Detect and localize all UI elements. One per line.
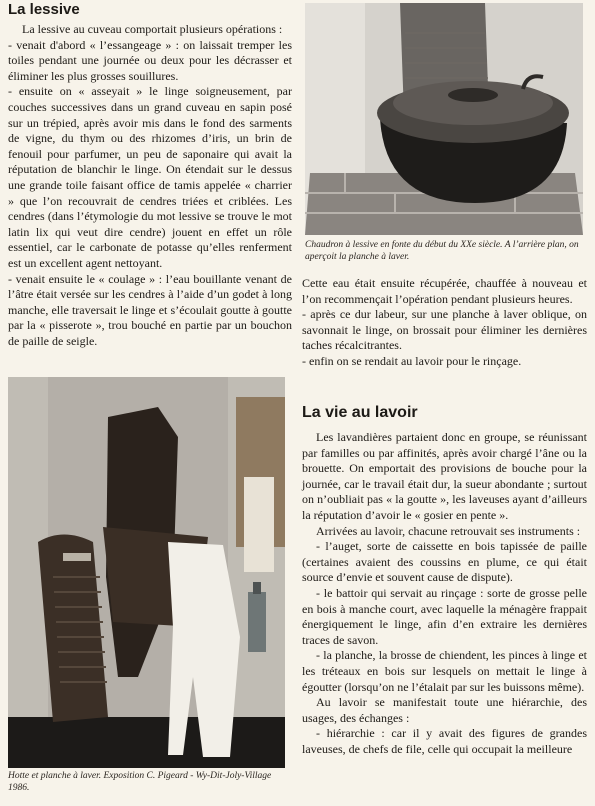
photo-hotte-planche-image xyxy=(8,377,285,768)
la-vie-au-lavoir-text xyxy=(302,430,587,757)
paragraph: Arrivées au lavoir, chacune retrouvait ses instruments : xyxy=(316,523,581,538)
left-column xyxy=(8,0,292,349)
paragraph: - le battoir qui servait au rinçage : sorte de grosse pelle en bois à manche court, avec laquelle la ménagère frappait énergiquement le linge, afin d’en extraire les dernières traces de savon. xyxy=(302,585,587,647)
paragraph: - la planche, la brosse de chiendent, les pinces à linge et les tréteaux en bois sur lesquels on mettait le linge à égoutter (lorsqu’on ne l’étalait par sur les buissons même). xyxy=(302,648,587,694)
paragraph: - enfin on se rendait au lavoir pour le rinçage. xyxy=(302,353,522,368)
photo-hotte-planche xyxy=(8,377,285,768)
photo-chaudron xyxy=(305,3,583,235)
paragraph: - hiérarchie : car il y avait des figures de grandes laveuses, de chefs de file, celle qui occupait la meilleure xyxy=(302,726,587,756)
caption-left-photo: Hotte et planche à laver. Exposition C. Pigeard - Wy-Dit-Joly-Village 1986. xyxy=(8,771,272,793)
paragraph: - venait d'abord « l’essangeage » : on laissait tremper les toiles pendant une journée ou deux pour les décrasser et éliminer les plus grosses souillures. xyxy=(8,37,292,83)
paragraph: - venait ensuite le « coulage » : l’eau bouillante venant de l’âtre était versée sur les cendres à l’aide d’un godet à long manche, elle traversait le linge et s’écoulait goutte à goutte par la « pisserote », trou bouché en partie par un bouchon de paille de seigle. xyxy=(8,271,292,348)
section-title-la-lessive: La lessive xyxy=(8,1,80,18)
caption-right-text: Chaudron à lessive en fonte du début du XXe siècle. A l’arrière plan, on aperçoit la planche à laver. xyxy=(305,240,579,262)
section-title-la-vie-au-lavoir: La vie au lavoir xyxy=(302,404,418,421)
caption-right-photo xyxy=(305,240,585,263)
continuation-text xyxy=(302,276,587,370)
la-lessive-text xyxy=(8,22,292,349)
paragraph: - l’auget, sorte de caissette en bois tapissée de paille (certaines avaient des coussins en plume, ce qui était source d’envie et souvent cause de dispute). xyxy=(302,539,587,585)
paragraph: Au lavoir se manifestait toute une hiérarchie, des usages, des échanges : xyxy=(302,695,587,725)
paragraph: Les lavandières partaient donc en groupe, se réunissant par familles ou par affinités, après avoir chargé l’âne ou la brouette. On emportait des provisions de bouche pour la journée, car le travail était dur, la sueur abondante ; surtout on n’oubliait pas « la goutte », les laveuses ayant d’ailleurs la réputation d’avoir le « gosier en pente ». xyxy=(302,430,587,522)
paragraph: - ensuite on « asseyait » le linge soigneusement, par couches successives dans un grand cuveau en sapin posé sur un trépied, après avoir mis dans le fond des sarments de vigne, du thym ou des rhizomes d’iris, un brin de fenouil pour parfumer, un peu de saponaire qui avait la réputation de blanchir le linge. On étendait sur le dessus une grande toile faisant office de tamis appelée « charrier » que l’on recouvrait de cendres triées et criblées. Les cendres (dans l’étymologie du mot lessive se trouve le mot latin lix qui veut dire cendre) jouent en effet un rôle essentiel, car le carbonate de potasse qu’elles renferment est un excellent agent nettoyant. xyxy=(8,84,292,270)
paragraph: - après ce dur labeur, sur une planche à laver oblique, on savonnait le linge, on brossait pour éliminer les dernières taches récalcitrantes. xyxy=(302,307,587,353)
paragraph: La lessive au cuveau comportait plusieurs opérations : xyxy=(22,22,283,36)
photo-chaudron-image xyxy=(305,3,583,235)
paragraph: Cette eau était ensuite récupérée, chauffée à nouveau et l’on recommençait l’opération pendant plusieurs heures. xyxy=(302,276,587,306)
